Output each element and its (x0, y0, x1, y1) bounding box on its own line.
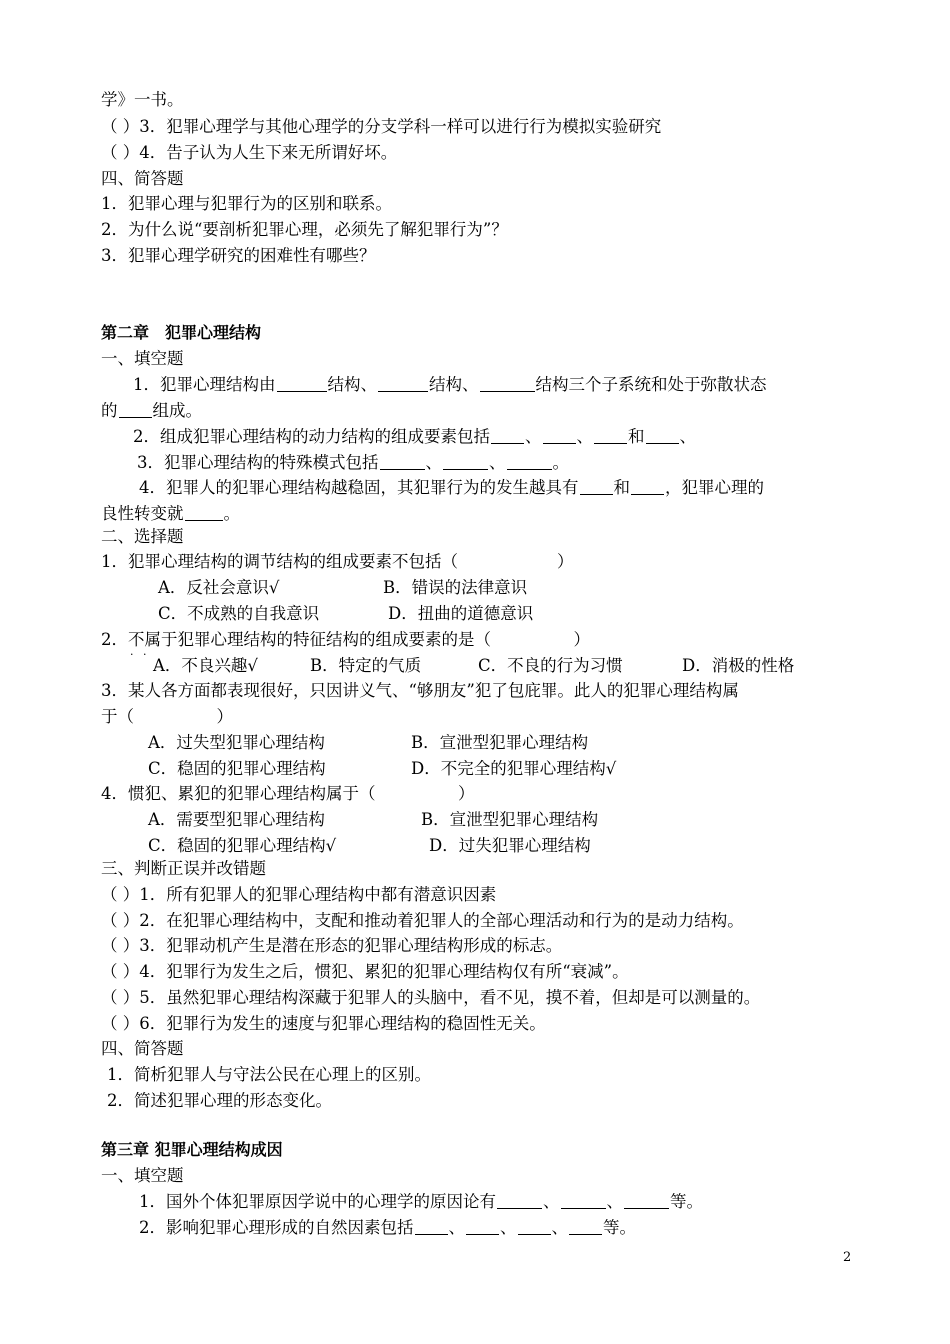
blank (497, 1192, 542, 1209)
blank (594, 427, 627, 444)
blank (119, 401, 152, 418)
judgement-item: （ ）4．告子认为人生下来无所谓好坏。 (101, 143, 398, 162)
fill-item: 良性转变就 。 (101, 504, 240, 523)
fill-item: 1．国外个体犯罪原因学说中的心理学的原因论有 、 、 等。 (139, 1192, 703, 1211)
fill-item: 3．犯罪心理结构的特殊模式包括 、 、 。 (137, 453, 569, 472)
choice-option: C．不良的行为习惯 (478, 656, 623, 675)
choice-question: 3．某人各方面都表现很好，只因讲义气、“够朋友”犯了包庇罪。此人的犯罪心理结构属 (101, 681, 739, 700)
blank (543, 427, 576, 444)
section-heading: 二、选择题 (101, 527, 184, 546)
choice-option: A．需要型犯罪心理结构 (148, 810, 325, 829)
choice-option: A．过失型犯罪心理结构 (148, 733, 325, 752)
section-heading: 一、填空题 (101, 1166, 184, 1185)
blank (491, 427, 524, 444)
choice-option: C．稳固的犯罪心理结构√ (148, 836, 337, 855)
chapter-title: 第三章 犯罪心理结构成因 (101, 1140, 283, 1159)
blank (277, 375, 327, 392)
choice-option: D．扭曲的道德意识 (388, 604, 534, 623)
question-item: 3．犯罪心理学研究的困难性有哪些？ (101, 246, 376, 265)
section-heading: 四、简答题 (101, 169, 184, 188)
choice-option: B．宣泄型犯罪心理结构 (421, 810, 599, 829)
choice-option: C．稳固的犯罪心理结构 (148, 759, 326, 778)
fill-item: 2．组成犯罪心理结构的动力结构的组成要素包括 、 、 和 、 (133, 427, 696, 446)
chapter-title: 第二章 犯罪心理结构 (101, 323, 262, 342)
question-item: 2．简述犯罪心理的形态变化。 (107, 1091, 332, 1110)
blank (378, 375, 428, 392)
text-line: 学》一书。 (101, 90, 184, 109)
choice-option: D．不完全的犯罪心理结构√ (411, 759, 617, 778)
judgement-item: （ ）3．犯罪心理学与其他心理学的分支学科一样可以进行行为模拟实验研究 (101, 117, 662, 136)
choice-option: A．不良兴趣√ (153, 656, 258, 675)
choice-option: B．错误的法律意识 (383, 578, 528, 597)
choice-option: B．宣泄型犯罪心理结构 (411, 733, 589, 752)
choice-option: B．特定的气质 (310, 656, 422, 675)
question-item: 1．犯罪心理与犯罪行为的区别和联系。 (101, 194, 392, 213)
blank (415, 1218, 448, 1235)
blank (507, 453, 552, 470)
judgement-item: （ ）3．犯罪动机产生是潜在形态的犯罪心理结构形成的标志。 (101, 936, 563, 955)
emphasis-text: 不属于 · · (128, 628, 178, 652)
blank (646, 427, 679, 444)
blank (569, 1218, 602, 1235)
blank (466, 1218, 499, 1235)
judgement-item: （ ）4．犯罪行为发生之后，惯犯、累犯的犯罪心理结构仅有所“衰减”。 (101, 962, 629, 981)
section-heading: 四、简答题 (101, 1039, 184, 1058)
fill-item: 4．犯罪人的犯罪心理结构越稳固，其犯罪行为的发生越具有 和 ，犯罪心理的 (139, 478, 764, 497)
blank (561, 1192, 606, 1209)
choice-option: C．不成熟的自我意识 (158, 604, 320, 623)
choice-option: D．消极的性格 (682, 656, 795, 675)
judgement-item: （ ）5．虽然犯罪心理结构深藏于犯罪人的头脑中，看不见，摸不着，但却是可以测量的。 (101, 988, 761, 1007)
blank (443, 453, 488, 470)
choice-question: 2．不属于 · ·犯罪心理结构的特征结构的组成要素的是（ ） (101, 628, 590, 652)
blank (631, 478, 664, 495)
choice-question: 于（ ） (101, 707, 233, 726)
choice-option: D．过失犯罪心理结构 (429, 836, 591, 855)
blank (518, 1218, 551, 1235)
question-item: 2．为什么说“要剖析犯罪心理，必须先了解犯罪行为”？ (101, 220, 508, 239)
page-number: 2 (843, 1250, 852, 1265)
blank (480, 375, 535, 392)
question-item: 1．简析犯罪人与守法公民在心理上的区别。 (107, 1065, 431, 1084)
section-heading: 三、判断正误并改错题 (101, 859, 266, 878)
judgement-item: （ ）2．在犯罪心理结构中，支配和推动着犯罪人的全部心理活动和行为的是动力结构。 (101, 911, 744, 930)
fill-item: 1．犯罪心理结构由 结构、 结构、 结构三个子系统和处于弥散状态 (133, 375, 767, 394)
choice-question: 4．惯犯、累犯的犯罪心理结构属于（ ） (101, 784, 475, 803)
judgement-item: （ ）1．所有犯罪人的犯罪心理结构中都有潜意识因素 (101, 885, 497, 904)
fill-item: 2．影响犯罪心理形成的自然因素包括 、 、 、 等。 (139, 1218, 636, 1237)
blank (624, 1192, 669, 1209)
blank (380, 453, 425, 470)
blank (185, 504, 223, 521)
choice-question: 1．犯罪心理结构的调节结构的组成要素不包括（ ） (101, 552, 574, 571)
judgement-item: （ ）6．犯罪行为发生的速度与犯罪心理结构的稳固性无关。 (101, 1014, 546, 1033)
section-heading: 一、填空题 (101, 349, 184, 368)
fill-item: 的 组成。 (101, 401, 202, 420)
blank (580, 478, 613, 495)
choice-option: A．反社会意识√ (158, 578, 280, 597)
